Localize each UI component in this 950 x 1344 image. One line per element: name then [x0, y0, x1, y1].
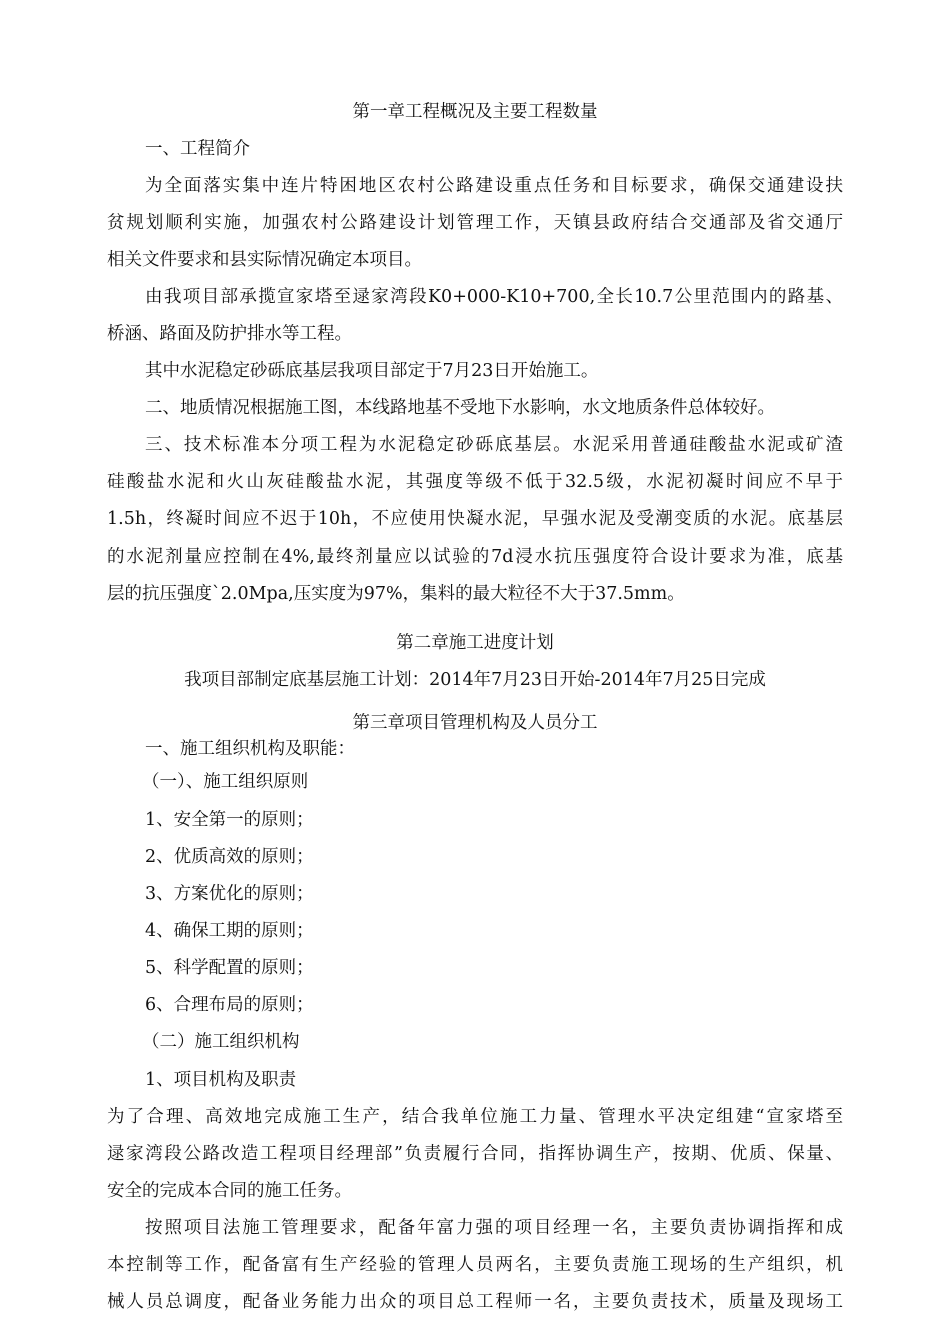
principle-item: 6、合理布局的原则；: [145, 995, 314, 1015]
section-geology: 二、地质情况根据施工图，本线路地基不受地下水影响，水文地质条件总体较好。: [145, 398, 775, 418]
subheading-org-structure: （二）施工组织机构: [142, 1032, 300, 1052]
principle-item: 5、科学配置的原则；: [145, 958, 314, 978]
section-heading-org: 一、施工组织机构及职能：: [145, 739, 355, 759]
principle-item: 4、确保工期的原则；: [145, 921, 314, 941]
chapter3-title: 第三章项目管理机构及人员分工: [352, 713, 598, 733]
paragraph-line: 的水泥剂量应控制在4%,最终剂量应以试验的7d浸水抗压强度符合设计要求为准，底基: [107, 547, 843, 567]
item-heading: 1、项目机构及职责: [145, 1070, 297, 1090]
paragraph-line: 桥涵、路面及防护排水等工程。: [107, 324, 352, 344]
principle-item: 2、优质高效的原则；: [145, 847, 314, 867]
schedule-plan: 我项目部制定底基层施工计划：2014年7月23日开始-2014年7月25日完成: [184, 670, 766, 690]
paragraph-line: 为全面落实集中连片特困地区农村公路建设重点任务和目标要求，确保交通建设扶: [145, 176, 843, 196]
principle-item: 3、方案优化的原则；: [145, 884, 314, 904]
subheading-principles: （一）、施工组织原则: [142, 772, 309, 792]
paragraph-line: 三、技术标准本分项工程为水泥稳定砂砾底基层。水泥采用普通硅酸盐水泥或矿渣: [145, 435, 843, 455]
principle-item: 1、安全第一的原则；: [145, 810, 314, 830]
paragraph-line: 本控制等工作，配备富有生产经验的管理人员两名，主要负责施工现场的生产组织，机: [107, 1255, 843, 1275]
paragraph-line: 相关文件要求和县实际情况确定本项目。: [107, 250, 422, 270]
paragraph-line: 械人员总调度，配备业务能力出众的项目总工程师一名，主要负责技术，质量及现场工: [107, 1292, 843, 1312]
paragraph-line: 按照项目法施工管理要求，配备年富力强的项目经理一名，主要负责协调指挥和成: [145, 1218, 843, 1238]
paragraph-line: 层的抗压强度`2.0Mpa,压实度为97%，集料的最大粒径不大于37.5mm。: [107, 584, 685, 604]
paragraph-line: 逯家湾段公路改造工程项目经理部”负责履行合同，指挥协调生产，按期、优质、保量、: [107, 1144, 843, 1164]
section-heading-project-intro: 一、工程简介: [145, 139, 250, 159]
paragraph-line: 贫规划顺利实施，加强农村公路建设计划管理工作，天镇县政府结合交通部及省交通厅: [107, 213, 843, 233]
paragraph-line: 为了合理、高效地完成施工生产，结合我单位施工力量、管理水平决定组建“宣家塔至: [107, 1107, 843, 1127]
chapter2-title: 第二章施工进度计划: [396, 633, 554, 653]
chapter1-title: 第一章工程概况及主要工程数量: [352, 102, 598, 122]
paragraph-line: 硅酸盐水泥和火山灰硅酸盐水泥，其强度等级不低于32.5级，水泥初凝时间应不早于: [107, 472, 843, 492]
paragraph-line: 1.5h，终凝时间应不迟于10h，不应使用快凝水泥，早强水泥及受潮变质的水泥。底基层: [107, 509, 843, 529]
paragraph-line: 由我项目部承揽宣家塔至逯家湾段K0+000-K10+700,全长10.7公里范围内的路基、: [145, 287, 843, 307]
paragraph-line: 安全的完成本合同的施工任务。: [107, 1181, 352, 1201]
paragraph-line: 其中水泥稳定砂砾底基层我项目部定于7月23日开始施工。: [145, 361, 599, 381]
